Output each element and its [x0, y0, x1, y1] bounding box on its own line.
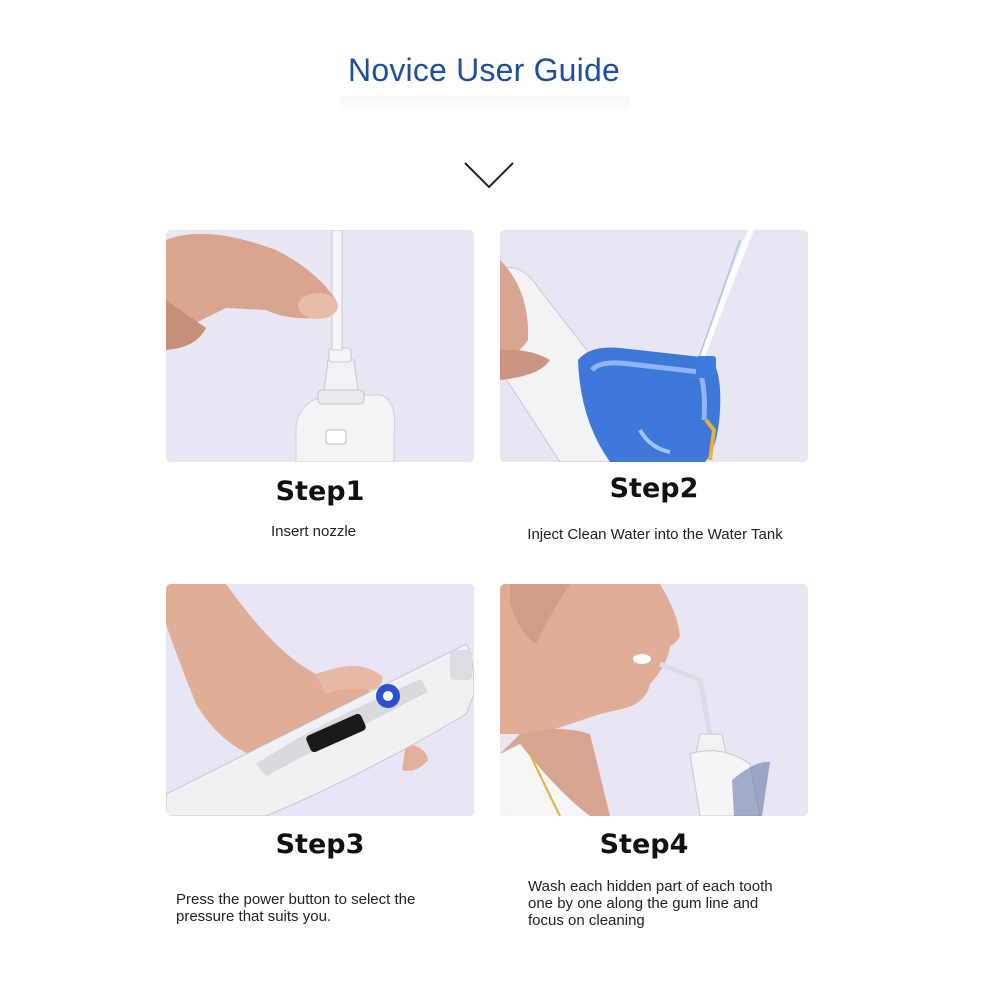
step3-photo	[166, 584, 474, 816]
step2-description: Inject Clean Water into the Water Tank	[527, 526, 783, 543]
step1-photo	[166, 230, 474, 462]
step3-heading: Step3	[275, 829, 365, 860]
step1-heading: Step1	[275, 476, 365, 507]
step4-description: Wash each hidden part of each tooth one by one along the gum line and focus on cleaning	[528, 878, 773, 929]
step2-heading: Step2	[609, 473, 699, 504]
step2-photo	[500, 230, 808, 462]
step4-photo	[500, 584, 808, 816]
title-reflection	[340, 96, 630, 114]
step3-description: Press the power button to select the pressure that suits you.	[176, 891, 416, 925]
chevron-down-icon	[463, 160, 515, 190]
step4-heading: Step4	[599, 829, 689, 860]
page-title: Novice User Guide	[348, 52, 620, 88]
step1-description: Insert nozzle	[270, 523, 357, 540]
